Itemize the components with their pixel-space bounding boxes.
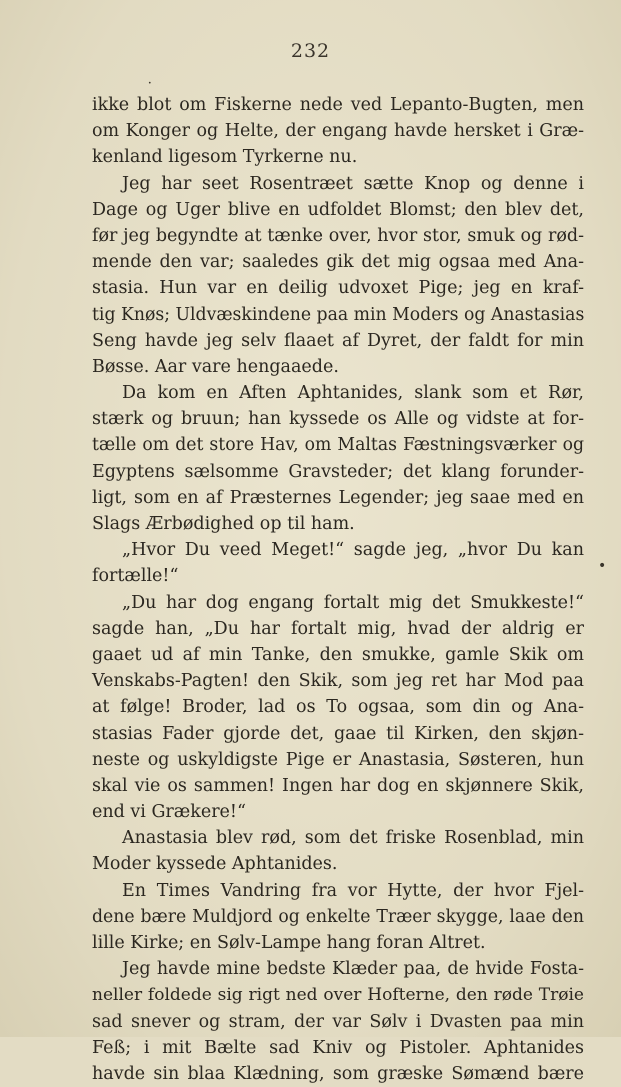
text-line: end vi Grækere!“ (92, 802, 246, 823)
text-line: Moder kyssede Aphtanides. (92, 854, 338, 875)
text-line: stasia. Hun var en deilig udvoxet Pige; jeg en kraf- (92, 278, 584, 299)
text-line: sad snever og stram, der var Sølv i Dvasten paa min (92, 1011, 584, 1032)
text-line: havde sin blaa Klædning, som græske Sømænd bære (92, 1063, 584, 1084)
text-line: mende den var; saaledes gik det mig ogsaa med Ana- (92, 252, 584, 273)
text-line: stasias Fader gjorde det, gaae til Kirken, den skjøn- (92, 723, 584, 744)
text-line: Feß; i mit Bælte sad Kniv og Pistoler. Aphtanides (92, 1037, 584, 1058)
text-line: En Times Vandring fra vor Hytte, der hvor Fjel- (122, 880, 584, 901)
text-line: dene bære Muldjord og enkelte Træer skygge, laae den (92, 906, 584, 927)
text-line: tælle om det store Hav, om Maltas Fæstningsværker og (92, 435, 584, 456)
text-line: fortælle!“ (92, 566, 179, 587)
text-line: tig Knøs; Uldvæskindene paa min Moders og Anastasias (92, 304, 585, 325)
text-line: Venskabs-Pagten! den Skik, som jeg ret har Mod paa (92, 671, 584, 692)
text-line: neller foldede sig rigt ned over Hofterne, den røde Trøie (92, 985, 584, 1006)
text-line: før jeg begyndte at tænke over, hvor stor, smuk og rød- (92, 225, 584, 246)
text-line: Bøsse. Aar vare hengaaede. (92, 356, 339, 377)
ink-speck: • (148, 80, 152, 87)
page-number: 232 (290, 40, 331, 62)
text-line: Jeg havde mine bedste Klæder paa, de hvide Fosta- (122, 959, 584, 980)
text-line: ligt, som en af Præsternes Legender; jeg saae med en (92, 487, 584, 508)
body-text (92, 92, 584, 1087)
text-line: lille Kirke; en Sølv-Lampe hang foran Altret. (92, 933, 486, 953)
text-line: Dage og Uger blive en udfoldet Blomst; den blev det, (92, 199, 584, 220)
text-line: „Hvor Du veed Meget!“ sagde jeg, „hvor Du kan (122, 540, 584, 561)
text-line: sagde han, „Du har fortalt mig, hvad der aldrig er (92, 618, 584, 639)
text-line: skal vie os sammen! Ingen har dog en skjønnere Skik, (92, 775, 584, 796)
text-line: Da kom en Aften Aphtanides, slank som et Rør, (122, 383, 584, 404)
text-line: neste og uskyldigste Pige er Anastasia, Søsteren, hun (92, 749, 584, 770)
text-line: stærk og bruun; han kyssede os Alle og vidste at for- (92, 409, 584, 430)
text-line: „Du har dog engang fortalt mig det Smukkeste!“ (122, 592, 584, 613)
text-line: om Konger og Helte, der engang havde hersket i Græ- (92, 121, 584, 142)
text-line: kenland ligesom Tyrkerne nu. (92, 147, 358, 168)
text-line: gaaet ud af min Tanke, den smukke, gamle Skik om (92, 644, 584, 665)
text-line: Seng havde jeg selv flaaet af Dyret, der faldt for min (92, 330, 584, 351)
text-line: Slags Ærbødighed op til ham. (92, 514, 355, 534)
text-line: Egyptens sælsomme Gravsteder; det klang forunder- (92, 461, 584, 482)
text-line: Jeg har seet Rosentræet sætte Knop og denne i (122, 173, 584, 194)
text-line: Anastasia blev rød, som det friske Rosenblad, min (122, 828, 584, 849)
text-line: ikke blot om Fiskerne nede ved Lepanto-Bugten, men (92, 95, 584, 115)
margin-mark: • (598, 558, 607, 574)
text-line: at følge! Broder, lad os To ogsaa, som din og Ana- (92, 697, 584, 718)
